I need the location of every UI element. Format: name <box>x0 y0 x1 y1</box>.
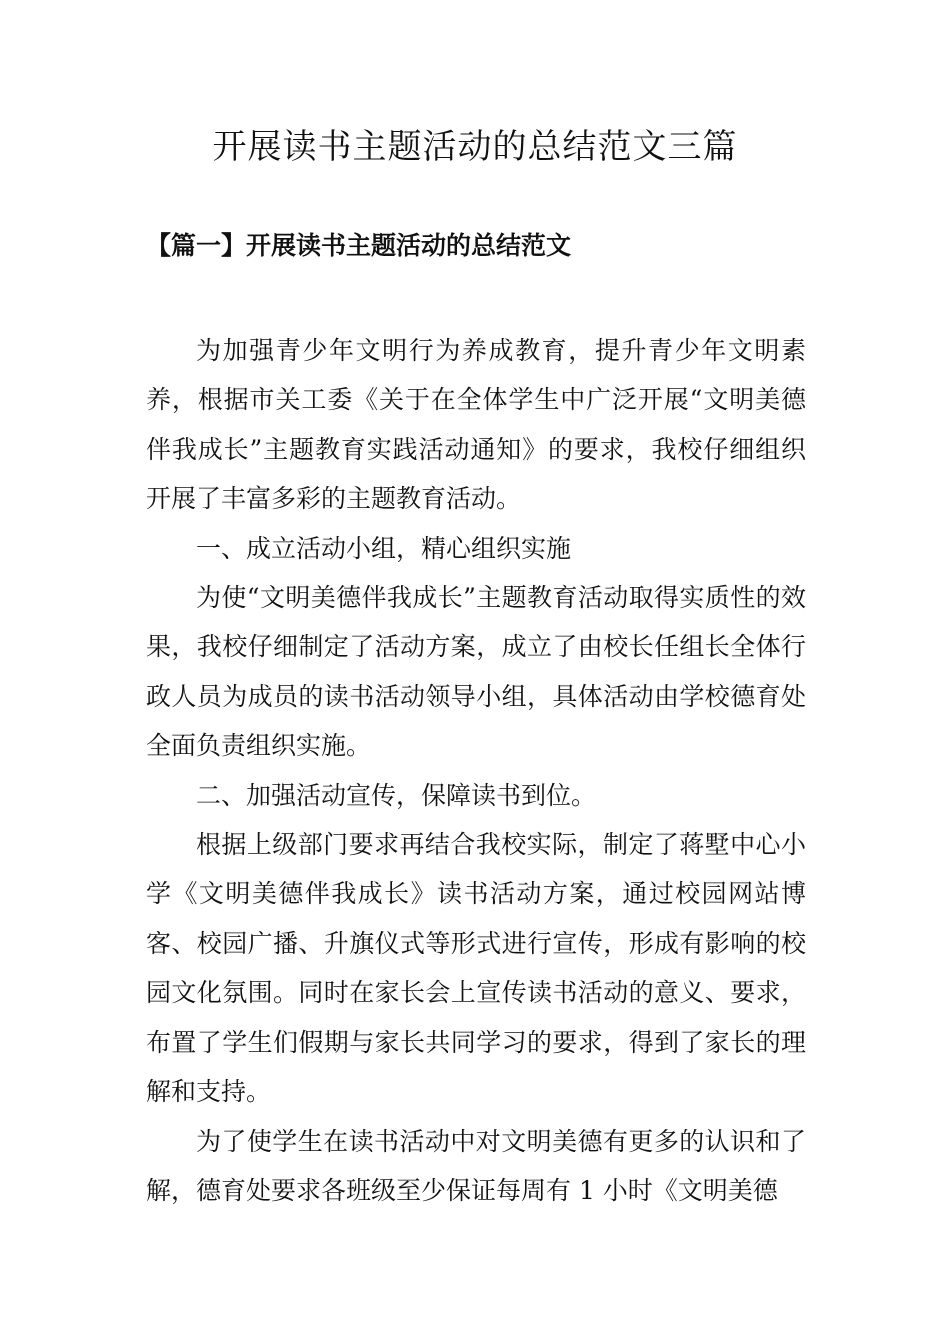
section-heading: 【篇一】开展读书主题活动的总结范文 <box>146 231 572 260</box>
paragraph: 根据上级部门要求再结合我校实际，制定了蒋墅中心小学《文明美德伴我成长》读书活动方案，通过校园网站博客、校园广播、升旗仪式等形式进行宣传，形成有影响的校园文化氛围。同时在家长会上宣传读书活动的意义、要求，布置了学生们假期与家长共同学习的要求，得到了家长的理解和支持。 <box>146 830 806 1107</box>
paragraph-heading: 一、成立活动小组，精心组织实施 <box>196 533 572 563</box>
paragraph-heading: 二、加强活动宣传，保障读书到位。 <box>196 780 597 810</box>
document-body <box>146 326 806 1215</box>
paragraph: 为了使学生在读书活动中对文明美德有更多的认识和了解，德育处要求各班级至少保证每周有 1 小时《文明美德 <box>146 1126 806 1205</box>
paragraph: 为加强青少年文明行为养成教育，提升青少年文明素养，根据市关工委《关于在全体学生中广泛开展“文明美德伴我成长”主题教育实践活动通知》的要求，我校仔细组织开展了丰富多彩的主题教育活动。 <box>146 336 806 514</box>
document-title: 开展读书主题活动的总结范文三篇 <box>212 127 738 167</box>
paragraph: 为使“文明美德伴我成长”主题教育活动取得实质性的效果，我校仔细制定了活动方案，成立了由校长任组长全体行政人员为成员的读书活动领导小组，具体活动由学校德育处全面负责组织实施。 <box>146 583 806 761</box>
